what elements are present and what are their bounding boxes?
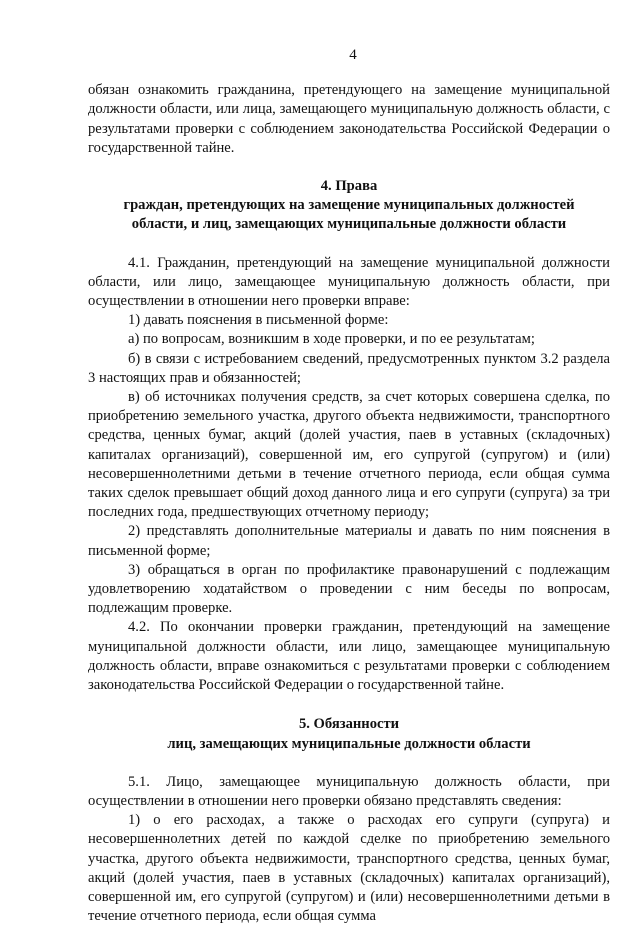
section-4-body bbox=[88, 254, 610, 696]
section-5-body bbox=[88, 773, 610, 926]
paragraph-4-1-item-1-a: а) по вопросам, возникшим в ходе проверки, и по ее результатам; bbox=[128, 331, 535, 348]
paragraph-4-1-item-1: 1) давать пояснения в письменной форме: bbox=[128, 312, 389, 329]
paragraph-5-1: 5.1. Лицо, замещающее муниципальную должность области, при осуществлении в отношении него проверки обязано представлять сведения: bbox=[88, 773, 610, 809]
section-4-title: 4. Права bbox=[320, 178, 378, 195]
continuation-paragraph: обязан ознакомить гражданина, претендующего на замещение муниципальной должности области, или лица, замещающего муниципальную должность области, с результатами проверки с соблюдением законодательства Российской Федерации о государственной тайне. bbox=[88, 82, 610, 156]
section-4-heading bbox=[88, 177, 610, 235]
section-4-subtitle-line-1: граждан, претендующих на замещение муниципальных должностей bbox=[123, 197, 575, 214]
section-5-subtitle: лиц, замещающих муниципальные должности области bbox=[167, 735, 531, 752]
paragraph-4-1-item-1-b: б) в связи с истребованием сведений, предусмотренных пунктом 3.2 раздела 3 настоящих прав и обязанностей; bbox=[88, 350, 610, 386]
paragraph-4-2: 4.2. По окончании проверки гражданин, претендующий на замещение муниципальной должности области, или лицо, замещающее муниципальную должность области, вправе ознакомиться с результатами проверки с соблюдением законодательства Российской Федерации о государственной тайне. bbox=[88, 619, 610, 694]
section-4-subtitle-line-2: области, и лиц, замещающих муниципальные должности области bbox=[131, 216, 567, 233]
section-5-heading bbox=[88, 715, 610, 753]
paragraph-4-1: 4.1. Гражданин, претендующий на замещение муниципальной должности области, или лицо, замещающее муниципальную должность области, при осуществлении в отношении него проверки вправе: bbox=[88, 254, 610, 310]
section-5-title: 5. Обязанности bbox=[298, 716, 400, 733]
paragraph-5-1-item-1: 1) о его расходах, а также о расходах его супруги (супруга) и несовершеннолетних детей по каждой сделке по приобретению земельного участка, другого объекта недвижимости, транспортного средства, ценных бумаг, акций (долей участия, паев в уставных (складочных) капиталах организаций), совершенной им, его супругой (супругом) и (или) несовершеннолетними детьми в течение отчетного периода, если общая сумма bbox=[88, 812, 610, 925]
page-number: 4 bbox=[349, 47, 357, 63]
paragraph-4-1-item-1-v: в) об источниках получения средств, за счет которых совершена сделка, по приобретению земельного участка, другого объекта недвижимости, транспортного средства, ценных бумаг, акций (долей участия, паев в уставных (складочных) капиталах организаций), совершенной им, его супругой (супругом) и (или) несовершеннолетними детьми в течение отчетного периода, если общая сумма таких сделок превышает общий доход данного лица и его супруги (супруга) за три последних года, предшествующих отчетному периоду; bbox=[88, 389, 610, 521]
paragraph-4-1-item-2: 2) представлять дополнительные материалы и давать по ним пояснения в письменной форме; bbox=[88, 523, 610, 559]
paragraph-4-1-item-3: 3) обращаться в орган по профилактике правонарушений с подлежащим удовлетворению ходатайством о проведении с ним беседы по вопросам, подлежащим проверке. bbox=[88, 561, 610, 617]
